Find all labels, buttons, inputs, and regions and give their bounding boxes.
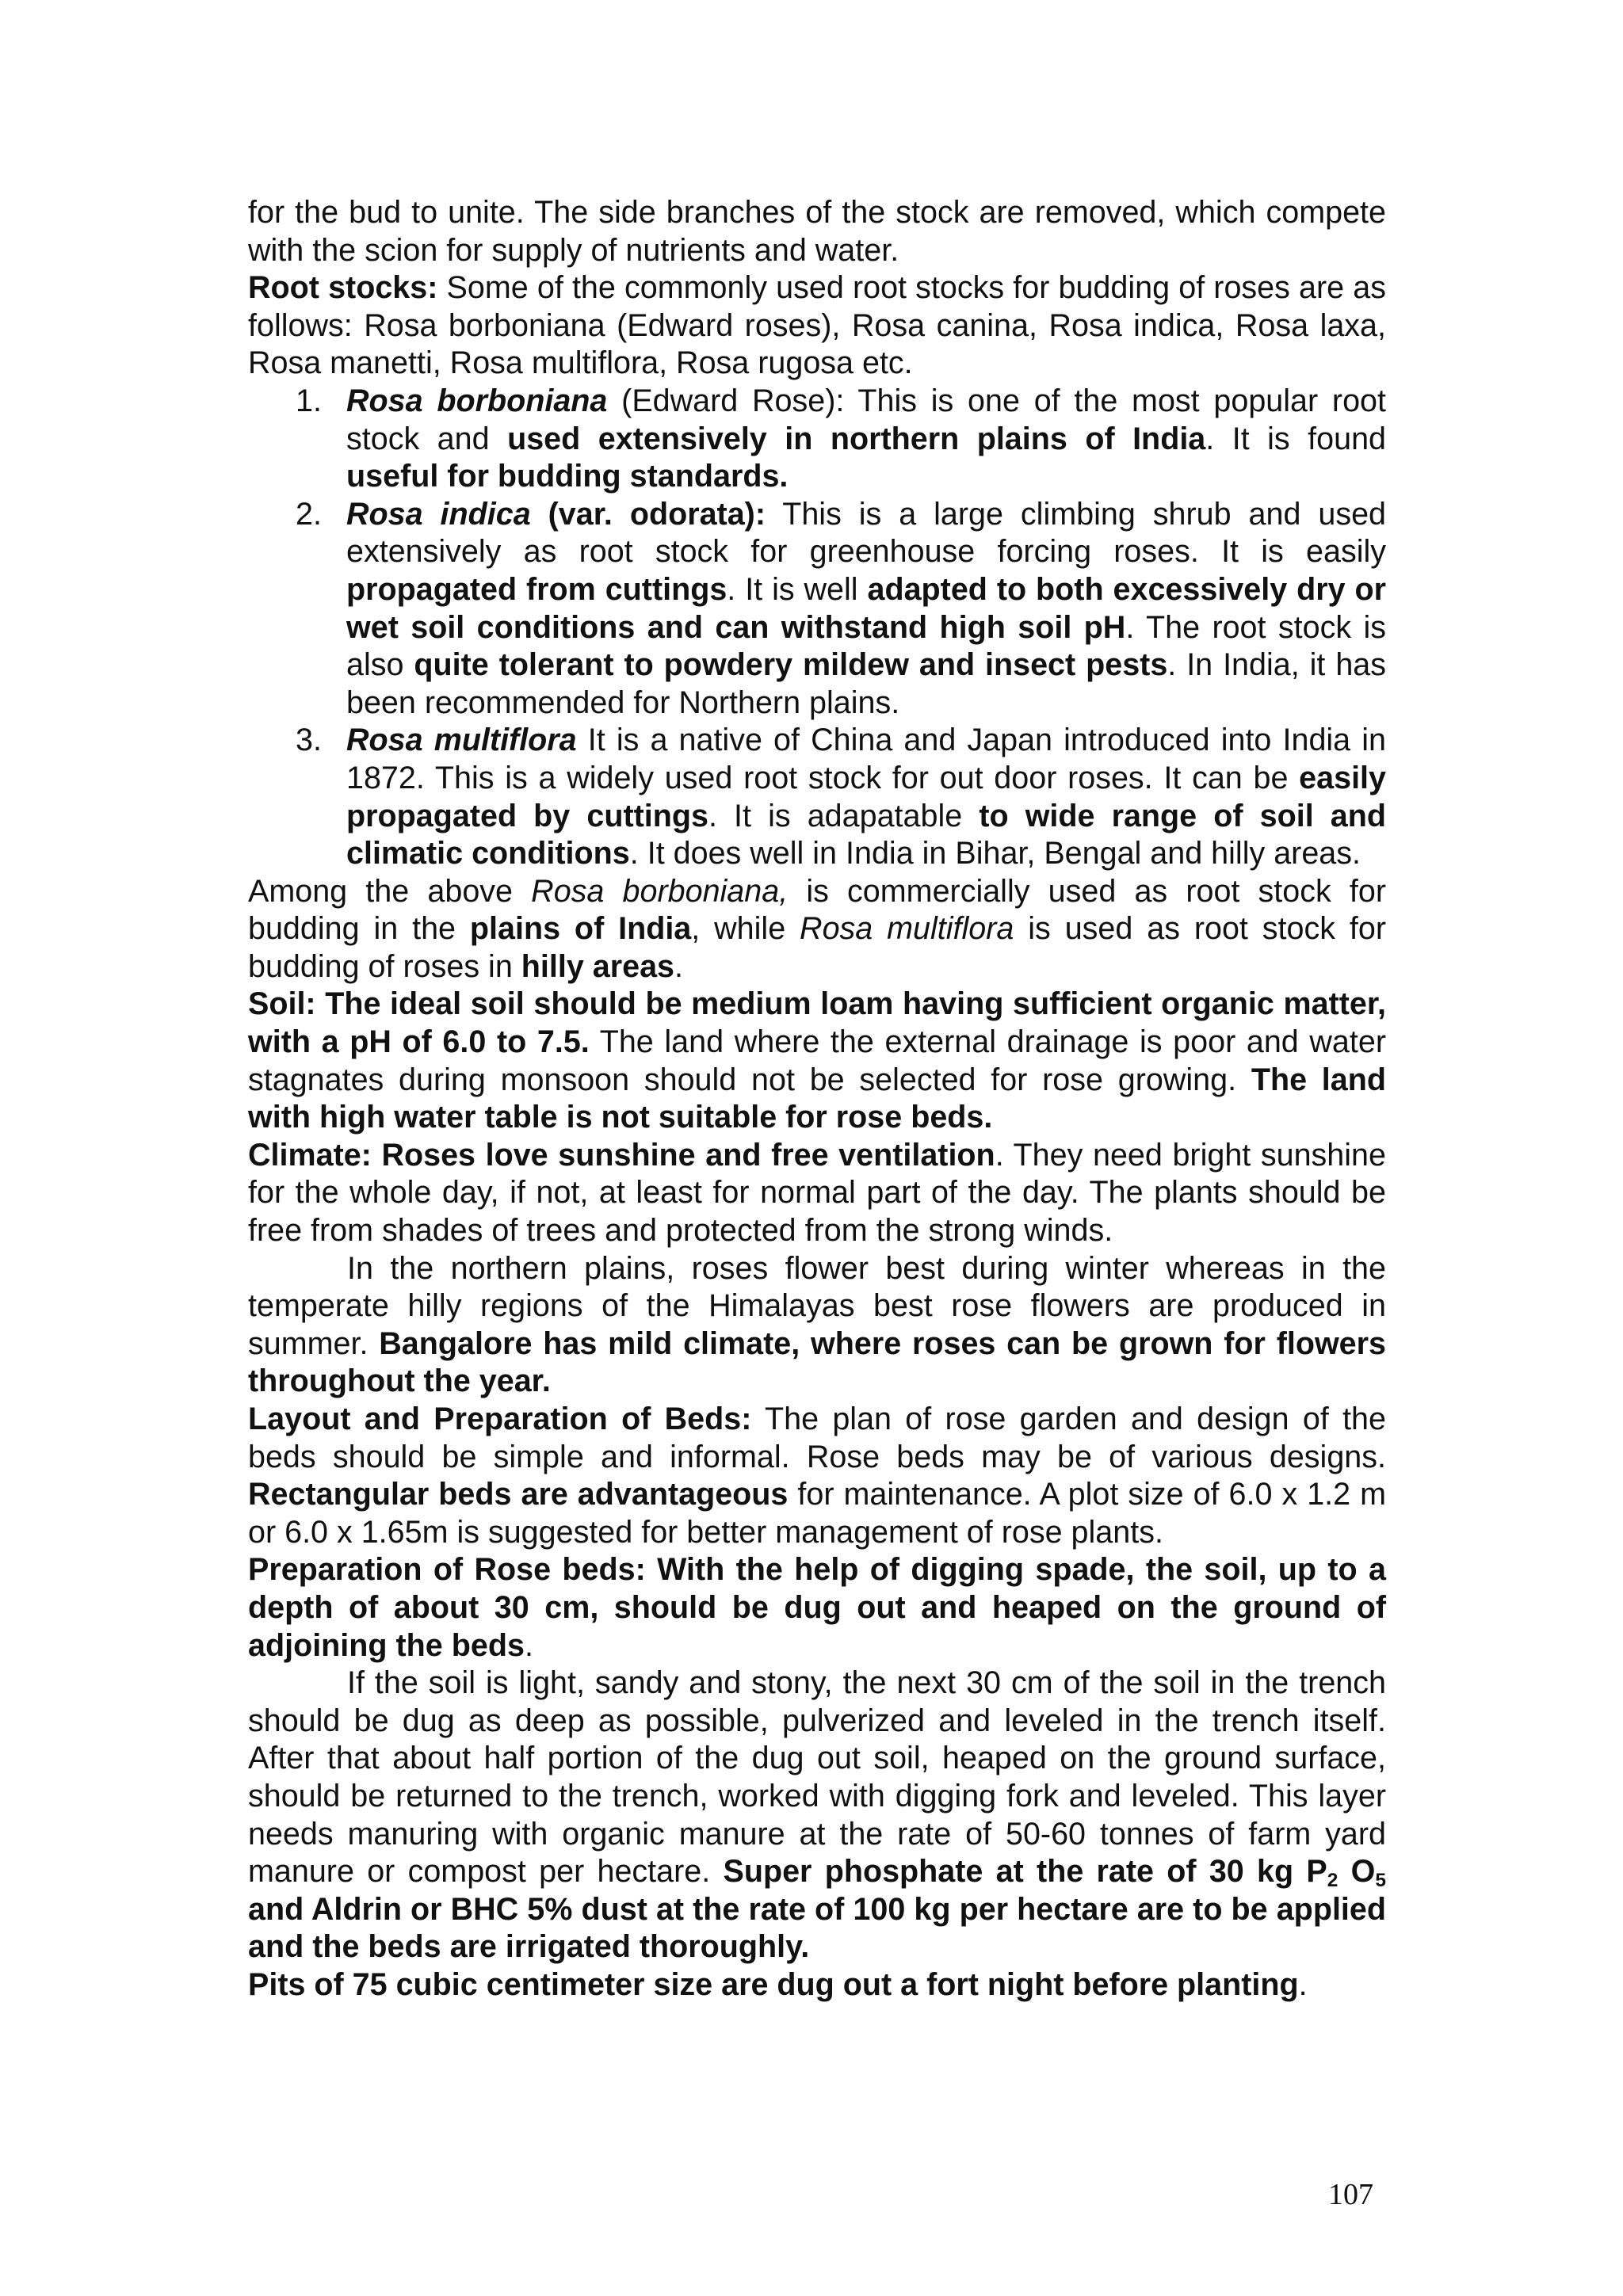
list-bold: easily propagated by cuttings xyxy=(346,760,1386,833)
text-run: If the soil is light, sandy and stony, the next 30 cm of the soil in the trench should be dug as deep as possible, pulverized and leveled in the trench itself. After that about half portion of the dug out soil, heaped on the ground surface, should be returned to the trench, worked with digging fork and leveled. This layer needs manuring with organic manure at the rate of 50-60 tonnes of farm yard manure or compost per hectare. xyxy=(248,1665,1386,1890)
bold-run: Pits of 75 cubic centimeter size are dug out a fort night before planting xyxy=(248,1966,1299,2002)
paragraph-soil xyxy=(248,986,1386,1136)
text-run: . xyxy=(674,948,683,984)
bold-run: Preparation of Rose beds: With the help of digging spade, the soil, up to a depth of about 30 cm, should be dug out and heaped on the ground of adjoining the beds xyxy=(248,1552,1386,1663)
list-text: . It does well in India in Bihar, Bengal and hilly areas. xyxy=(629,836,1361,871)
text-run: The plan of rose garden and design of the beds should be simple and informal. Rose beds may be of various designs. xyxy=(248,1402,1386,1474)
text-run: , while xyxy=(691,911,800,947)
list-number: 1. xyxy=(296,383,322,418)
bold-run: Rectangular beds are advantageous xyxy=(248,1477,789,1512)
text-run: In the northern plains, roses flower best during winter whereas in the temperate hilly regions of the Himalayas best rose flowers are produced in summer. xyxy=(248,1250,1386,1361)
root-stocks-text: Some of the commonly used root stocks for budding of roses are as follows: Rosa borboniana (Edward roses), Rosa canina, Rosa indica, Rosa laxa, Rosa manetti, Rosa multiflora, Rosa rugosa etc. xyxy=(248,270,1386,381)
bold-run: Layout and Preparation of Beds: xyxy=(248,1402,752,1436)
text-run: . xyxy=(524,1627,533,1663)
bold-run: Climate: Roses love sunshine and free ventilation xyxy=(248,1137,995,1173)
bold-run: Bangalore has mild climate, where roses can be grown for flowers throughout the year. xyxy=(248,1325,1386,1399)
list-text: It is a native of China and Japan introduced into India in 1872. This is a widely used root stock for out door roses. It can be xyxy=(346,723,1387,795)
list-text: . It is adapatable xyxy=(708,798,980,833)
bold-run: plains of India xyxy=(469,911,692,947)
italic-run: Rosa borboniana, xyxy=(531,873,789,909)
species-name: Rosa multiflora xyxy=(346,723,577,758)
paragraph-intro: for the bud to unite. The side branches of the stock are removed, which compete with the scion for supply of nutrients and water. xyxy=(248,195,1386,268)
subscript: 5 xyxy=(1375,1870,1386,1892)
paragraph-light-soil xyxy=(248,1665,1386,1966)
subscript: 2 xyxy=(1327,1870,1338,1892)
italic-run: Rosa multiflora xyxy=(800,911,1014,947)
species-name: Rosa indica xyxy=(346,496,531,532)
list-bold: useful for budding standards. xyxy=(346,459,789,494)
paragraph-climate xyxy=(248,1137,1386,1250)
list-number: 2. xyxy=(296,496,322,532)
list-bold: quite tolerant to powdery mildew and insect pests xyxy=(414,647,1168,683)
text-run: Among the above xyxy=(248,873,532,909)
bold-run: and Aldrin or BHC 5% dust at the rate of 100 kg per hectare are to be applied and the beds are irrigated thoroughly. xyxy=(248,1891,1386,1965)
list-text: This is a large climbing shrub and used extensively as root stock for greenhouse forcing roses. It is easily xyxy=(346,496,1387,570)
text-run: is used as root stock for budding of roses in xyxy=(248,911,1386,984)
text-run: The land where the external drainage is poor and water stagnates during monsoon should not be selected for rose growing. xyxy=(248,1024,1387,1097)
variety-label: (var. odorata): xyxy=(530,496,766,532)
paragraph-root-stocks xyxy=(248,269,1386,383)
paragraph-layout xyxy=(248,1401,1386,1551)
rootstock-list xyxy=(248,383,1386,873)
list-item xyxy=(248,722,1386,872)
bold-run: O xyxy=(1338,1854,1376,1890)
bold-run: The land with high water table is not suitable for rose beds. xyxy=(248,1062,1386,1135)
list-text: . It is well xyxy=(727,571,868,607)
list-bold: to wide range of soil and climatic conditions xyxy=(346,798,1386,871)
list-bold: adapted to both excessively dry or wet soil conditions and can withstand high soil pH xyxy=(346,571,1386,645)
text-run: for maintenance. A plot size of 6.0 x 1.2 m or 6.0 x 1.65m is suggested for better management of rose plants. xyxy=(248,1477,1387,1550)
list-text: . The root stock is also xyxy=(346,609,1386,683)
text-run: is commercially used as root stock for budding in the xyxy=(248,873,1386,947)
paragraph-preparation xyxy=(248,1551,1386,1665)
bold-run: hilly areas xyxy=(521,948,675,984)
paragraph-northern-plains xyxy=(248,1250,1386,1401)
page-number: 107 xyxy=(1328,2178,1373,2211)
list-bold: propagated from cuttings xyxy=(346,571,727,607)
list-bold: used extensively in northern plains of India xyxy=(507,421,1206,456)
text-run: . xyxy=(1298,1966,1308,2002)
list-text: . In India, it has been recommended for Northern plains. xyxy=(346,647,1387,720)
species-name: Rosa borboniana xyxy=(346,383,608,418)
list-number: 3. xyxy=(296,723,322,758)
list-text: . It is found xyxy=(1205,421,1387,456)
paragraph-pits xyxy=(248,1966,1386,2004)
list-item xyxy=(248,496,1386,723)
heading-root-stocks: Root stocks: xyxy=(248,270,438,306)
text-run: . They need bright sunshine for the whole day, if not, at least for normal part of the day. The plants should be free from shades of trees and protected from the strong winds. xyxy=(248,1137,1386,1249)
paragraph-among xyxy=(248,873,1386,986)
bold-run: Super phosphate at the rate of 30 kg P xyxy=(723,1854,1327,1890)
document-page xyxy=(248,194,1386,2004)
bold-run: Soil: The ideal soil should be medium loam having sufficient organic matter, with a pH of 6.0 to 7.5. xyxy=(248,986,1386,1060)
list-text: (Edward Rose): This is one of the most popular root stock and xyxy=(346,383,1386,456)
list-item xyxy=(248,383,1386,496)
